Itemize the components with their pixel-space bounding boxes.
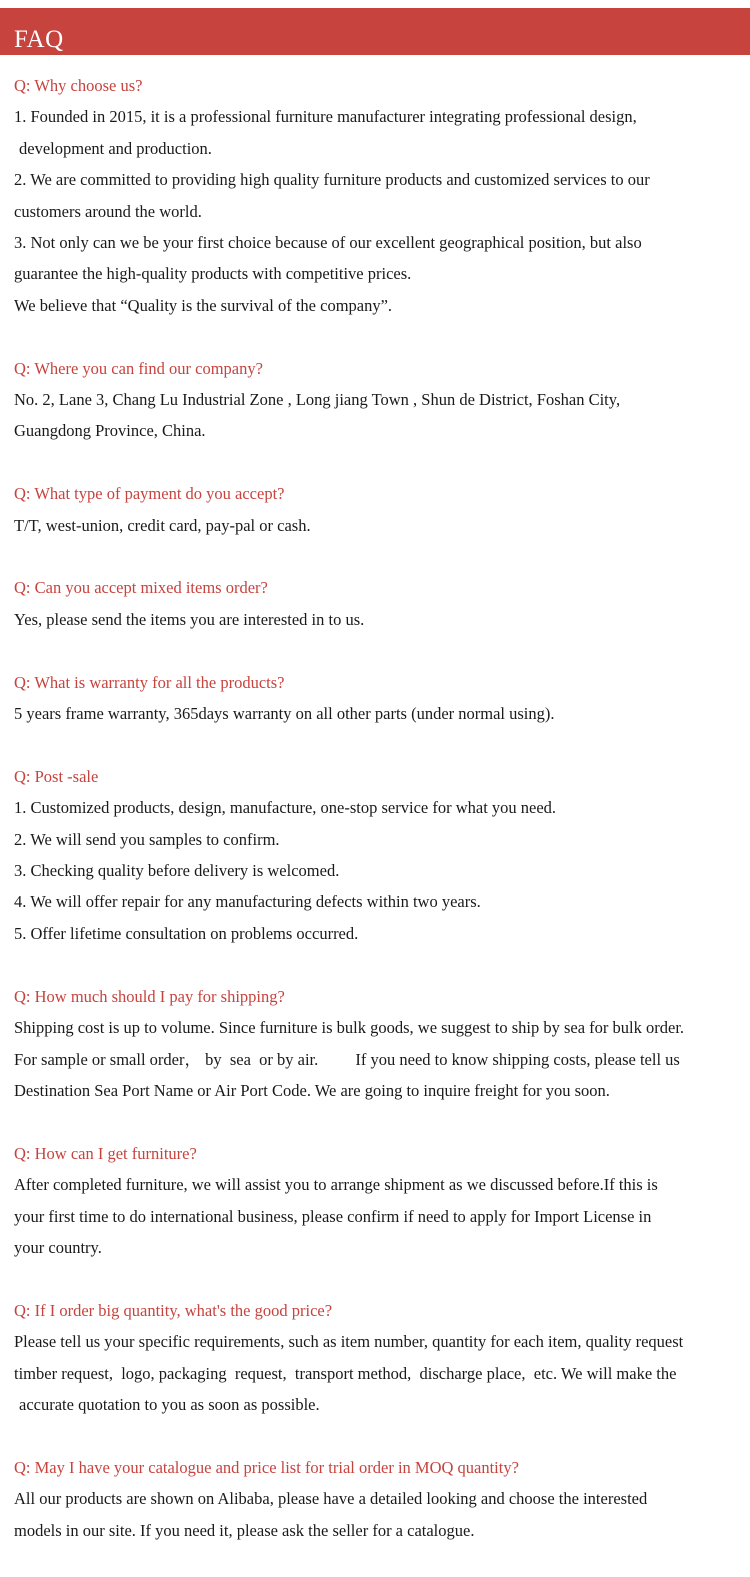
faq-answer-line: Yes, please send the items you are interested in to us.: [14, 609, 365, 629]
faq-item: [14, 1295, 750, 1421]
faq-list: [14, 70, 750, 1577]
faq-answer-line: 5 years frame warranty, 365days warranty on all other parts (under normal using).: [14, 704, 555, 724]
faq-answer-line: No. 2, Lane 3, Chang Lu Industrial Zone , Long jiang Town , Shun de District, Foshan City,: [14, 390, 621, 410]
faq-item: [14, 478, 750, 541]
faq-answer-line: your country.: [14, 1237, 102, 1257]
faq-answer-line: models in our site. If you need it, please ask the seller for a catalogue.: [14, 1520, 475, 1540]
page-title: FAQ: [14, 26, 64, 53]
faq-answer-line: Shipping cost is up to volume. Since furniture is bulk goods, we suggest to ship by sea for bulk order.: [14, 1018, 685, 1038]
faq-answer-line: Destination Sea Port Name or Air Port Code. We are going to inquire freight for you soon.: [14, 1080, 610, 1100]
faq-item: [14, 572, 750, 635]
faq-answer-line: After completed furniture, we will assist you to arrange shipment as we discussed before.If this is: [14, 1175, 658, 1195]
faq-question: Q: May I have your catalogue and price list for trial order in MOQ quantity?: [14, 1457, 519, 1477]
faq-question: Q: What is warranty for all the products?: [14, 672, 285, 692]
faq-question: Q: Where you can find our company?: [14, 358, 263, 378]
faq-answer-line: your first time to do international business, please confirm if need to apply for Import License in: [14, 1206, 652, 1226]
faq-answer-line: 1. Founded in 2015, it is a professional furniture manufacturer integrating professional design,: [14, 107, 637, 127]
faq-question: Q: Can you accept mixed items order?: [14, 578, 268, 598]
faq-answer-line: 2. We are committed to providing high quality furniture products and customized services to our: [14, 170, 650, 190]
faq-answer-line: 2. We will send you samples to confirm.: [14, 829, 280, 849]
faq-item: [14, 70, 750, 321]
faq-question: Q: What type of payment do you accept?: [14, 484, 285, 504]
faq-answer-line: development and production.: [19, 138, 212, 158]
faq-item: [14, 1452, 750, 1546]
faq-answer-line: timber request, logo, packaging request, transport method, discharge place, etc. We will make the: [14, 1363, 677, 1383]
faq-question: Q: Post -sale: [14, 766, 99, 786]
faq-answer-line: Guangdong Province, China.: [14, 421, 206, 441]
faq-answer-line: We believe that “Quality is the survival of the company”.: [14, 295, 393, 315]
faq-answer-line: 5. Offer lifetime consultation on problems occurred.: [14, 923, 359, 943]
faq-header-bar: [0, 8, 750, 55]
faq-answer-line: 3. Checking quality before delivery is welcomed.: [14, 861, 340, 881]
faq-answer-line: accurate quotation to you as soon as possible.: [19, 1394, 320, 1414]
faq-item: [14, 353, 750, 447]
faq-answer-line: guarantee the high-quality products with competitive prices.: [14, 264, 412, 284]
faq-question: Q: How can I get furniture?: [14, 1143, 197, 1163]
faq-item: [14, 1138, 750, 1264]
faq-answer-line: All our products are shown on Alibaba, please have a detailed looking and choose the interested: [14, 1489, 648, 1509]
faq-answer-line: 1. Customized products, design, manufacture, one-stop service for what you need.: [14, 798, 557, 818]
faq-item: [14, 981, 750, 1107]
faq-answer-line: 4. We will offer repair for any manufacturing defects within two years.: [14, 892, 481, 912]
faq-question: Q: If I order big quantity, what's the good price?: [14, 1300, 333, 1320]
faq-answer-line: 3. Not only can we be your first choice because of our excellent geographical position, but also: [14, 233, 642, 253]
faq-answer-line: Please tell us your specific requirements, such as item number, quantity for each item, quality request: [14, 1332, 684, 1352]
faq-item: [14, 761, 750, 949]
faq-answer-line: customers around the world.: [14, 201, 202, 221]
top-strip: [0, 0, 750, 8]
faq-question: Q: How much should I pay for shipping?: [14, 986, 285, 1006]
faq-answer-line: T/T, west-union, credit card, pay-pal or cash.: [14, 515, 311, 535]
faq-question: Q: Why choose us?: [14, 76, 143, 95]
faq-item: [14, 667, 750, 730]
faq-answer-line: For sample or small order， by sea or by air. If you need to know shipping costs, please tell us: [14, 1049, 680, 1069]
